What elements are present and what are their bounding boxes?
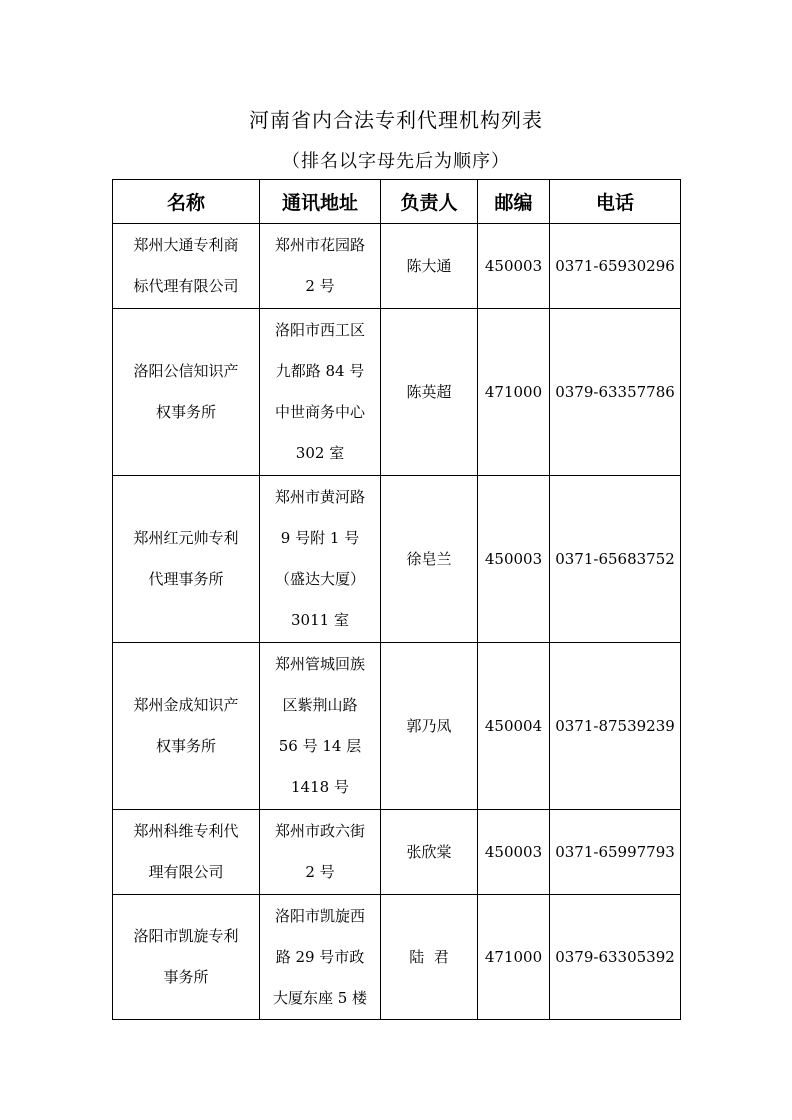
table-row bbox=[113, 309, 681, 476]
name-line: 代理事务所 bbox=[148, 570, 224, 588]
name-line: 郑州金成知识产 bbox=[133, 696, 239, 714]
address-line: 56 号 14 层 bbox=[278, 737, 362, 755]
cell-postcode: 450003 bbox=[478, 476, 550, 643]
name-line: 权事务所 bbox=[155, 403, 216, 421]
name-line: 洛阳市凯旋专利 bbox=[133, 927, 239, 945]
cell-phone: 0371-65997793 bbox=[550, 810, 681, 895]
address-line: 区紫荆山路 bbox=[282, 696, 358, 714]
table-row bbox=[113, 895, 681, 1020]
cell-address bbox=[260, 895, 381, 1020]
table-row bbox=[113, 643, 681, 810]
cell-name bbox=[113, 643, 260, 810]
address-line: 2 号 bbox=[305, 277, 335, 295]
cell-name bbox=[113, 476, 260, 643]
name-line: 标代理有限公司 bbox=[133, 277, 239, 295]
cell-postcode: 450003 bbox=[478, 224, 550, 309]
cell-contact: 徐皂兰 bbox=[381, 476, 478, 643]
address-line: 1418 号 bbox=[291, 778, 349, 796]
table-header-row bbox=[113, 180, 681, 224]
address-line: 3011 室 bbox=[291, 611, 349, 629]
cell-postcode: 471000 bbox=[478, 309, 550, 476]
table-row bbox=[113, 810, 681, 895]
table-row bbox=[113, 476, 681, 643]
address-line: 9 号附 1 号 bbox=[280, 529, 360, 547]
address-line: 中世商务中心 bbox=[274, 403, 365, 421]
cell-name bbox=[113, 224, 260, 309]
header-address: 通讯地址 bbox=[260, 180, 381, 224]
address-line: 郑州市花园路 bbox=[274, 236, 365, 254]
cell-phone: 0371-87539239 bbox=[550, 643, 681, 810]
document-title: 河南省内合法专利代理机构列表 bbox=[249, 108, 543, 132]
address-line: 大厦东座 5 楼 bbox=[272, 988, 368, 1007]
cell-contact: 陈大通 bbox=[381, 224, 478, 309]
cell-phone: 0371-65930296 bbox=[550, 224, 681, 309]
cell-phone: 0371-65683752 bbox=[550, 476, 681, 643]
address-line: 郑州市政六街 bbox=[274, 822, 365, 840]
cell-address bbox=[260, 224, 381, 309]
cell-address bbox=[260, 810, 381, 895]
address-line: 九都路 84 号 bbox=[275, 362, 365, 380]
name-line: 理有限公司 bbox=[148, 863, 224, 881]
cell-contact: 郭乃凤 bbox=[381, 643, 478, 810]
cell-name bbox=[113, 810, 260, 895]
name-line: 郑州红元帅专利 bbox=[133, 529, 239, 547]
address-line: 洛阳市凯旋西 bbox=[274, 906, 365, 925]
address-line: 路 29 号市政 bbox=[275, 947, 365, 966]
address-line: 郑州管城回族 bbox=[274, 655, 365, 673]
cell-phone: 0379-63305392 bbox=[550, 895, 681, 1020]
header-postcode: 邮编 bbox=[478, 180, 550, 224]
cell-postcode: 471000 bbox=[478, 895, 550, 1020]
header-name: 名称 bbox=[113, 180, 260, 224]
name-line: 洛阳公信知识产 bbox=[133, 362, 239, 380]
address-line: 洛阳市西工区 bbox=[274, 321, 365, 339]
cell-address bbox=[260, 309, 381, 476]
cell-contact: 张欣棠 bbox=[381, 810, 478, 895]
address-line: 302 室 bbox=[295, 444, 345, 462]
cell-address bbox=[260, 476, 381, 643]
header-phone: 电话 bbox=[550, 180, 681, 224]
cell-name bbox=[113, 309, 260, 476]
name-line: 郑州科维专利代 bbox=[133, 822, 239, 840]
cell-postcode: 450003 bbox=[478, 810, 550, 895]
address-line: 2 号 bbox=[305, 863, 335, 881]
address-line: 郑州市黄河路 bbox=[274, 488, 365, 506]
agency-table bbox=[112, 179, 681, 1020]
name-line: 权事务所 bbox=[155, 737, 216, 755]
name-line: 事务所 bbox=[163, 968, 209, 986]
name-line: 郑州大通专利商 bbox=[133, 236, 239, 254]
table-row bbox=[113, 224, 681, 309]
header-contact: 负责人 bbox=[381, 180, 478, 224]
cell-name bbox=[113, 895, 260, 1020]
cell-phone: 0379-63357786 bbox=[550, 309, 681, 476]
cell-address bbox=[260, 643, 381, 810]
cell-contact: 陈英超 bbox=[381, 309, 478, 476]
cell-postcode: 450004 bbox=[478, 643, 550, 810]
document-subtitle: （排名以字母先后为顺序） bbox=[282, 151, 510, 172]
cell-contact: 陆 君 bbox=[381, 895, 478, 1020]
address-line: （盛达大厦） bbox=[274, 570, 365, 588]
